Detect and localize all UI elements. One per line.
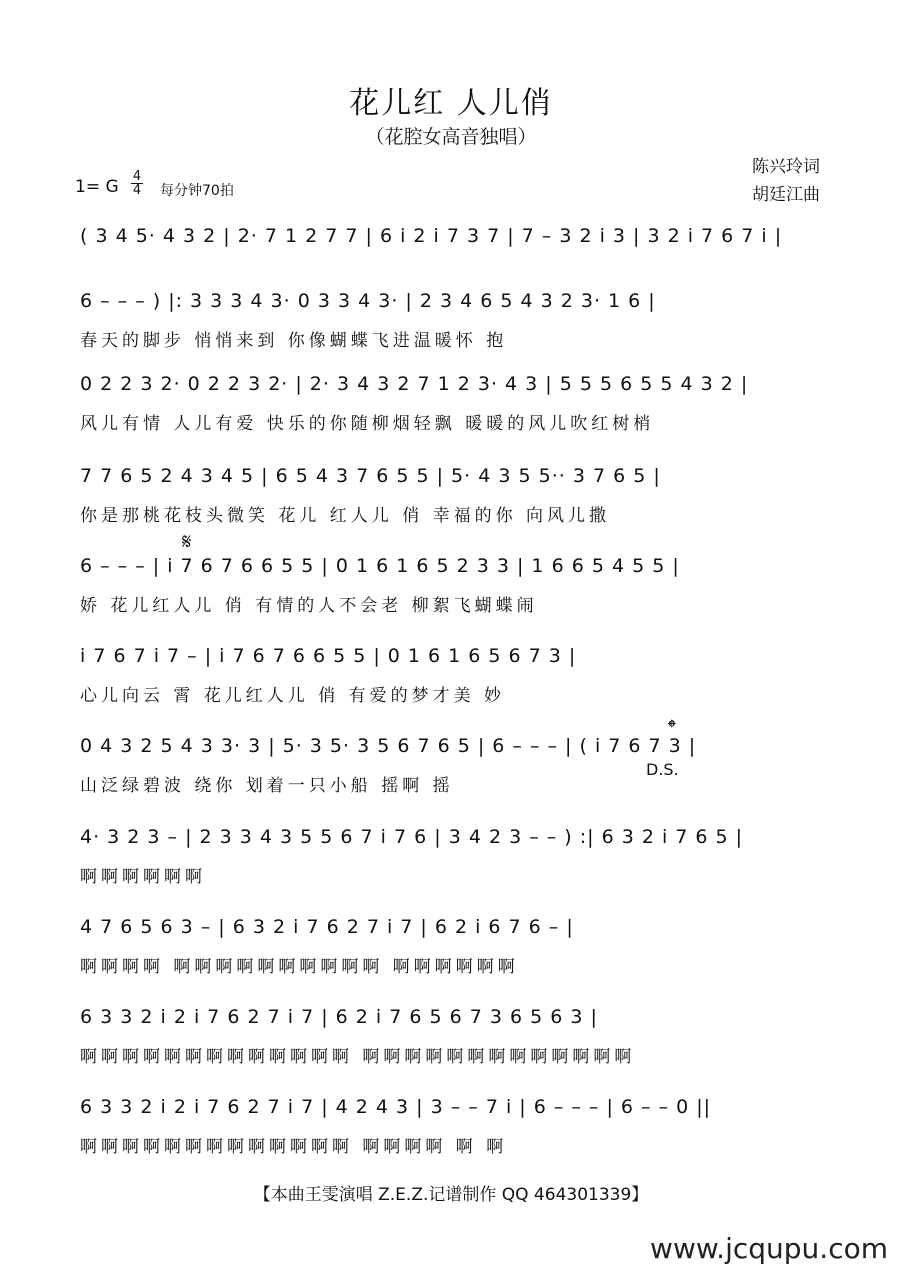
song-subtitle: （花腔女高音独唱） [365, 126, 537, 148]
notes-row: 0 2 2 3 2· 0 2 2 3 2· | 2· 3 4 3 2 7 1 2 3· 4 3 | 5 5 5 6 5 5 4 3 2 | [80, 373, 749, 395]
notes-row: 0 4 3 2 5 4 3 3· 3 | 5· 3 5· 3 5 6 7 6 5 | 6 – – – | ( i 7 6 7 3 | [80, 735, 697, 757]
footer-credit: 【本曲王雯演唱 Z.E.Z.记谱制作 QQ 464301339】 [253, 1185, 649, 1205]
score-row-9 [80, 916, 825, 996]
score-row-7 [80, 735, 825, 815]
lyrics-row: 心儿向云 霄 花儿红人儿 俏 有爱的梦才美 妙 [80, 686, 506, 706]
score-row-8 [80, 826, 825, 906]
meter-top: 4 [132, 169, 142, 184]
lyrics-row: 风儿有情 人儿有爱 快乐的你随柳烟轻飘 暖暖的风儿吹红树梢 [80, 414, 655, 434]
coda-sign: 𝄌 [668, 716, 676, 741]
score-row-10 [80, 1006, 825, 1086]
notes-row: 6 3 3 2 i 2 i 7 6 2 7 i 7 | 4 2 4 3 | 3 – – 7 i | 6 – – – | 6 – – 0 || [80, 1096, 712, 1118]
tempo-marking: 每分钟70拍 [160, 183, 234, 199]
notes-row: 7 7 6 5 2 4 3 4 5 | 6 5 4 3 7 6 5 5 | 5· 4 3 5 5·· 3 7 6 5 | [80, 465, 661, 487]
lyrics-row: 啊啊啊啊 啊啊啊啊啊啊啊啊啊啊 啊啊啊啊啊啊 [80, 957, 519, 977]
notes-row: 4 7 6 5 6 3 – | 6 3 2 i 7 6 2 7 i 7 | 6 2 i 6 7 6 – | [80, 916, 574, 938]
score-row-4 [80, 465, 825, 545]
composer-credit: 胡廷江曲 [752, 185, 820, 205]
song-title: 花儿红 人儿俏 [349, 86, 553, 121]
score-row-2 [80, 290, 825, 370]
notes-row: 6 – – – | i 7 6 7 6 6 5 5 | 0 1 6 1 6 5 2 3 3 | 1 6 6 5 4 5 5 | [80, 555, 680, 577]
notes-row: 4· 3 2 3 – | 2 3 3 4 3 5 5 6 7 i 7 6 | 3 4 2 3 – – ) :| 6 3 2 i 7 6 5 | [80, 826, 744, 848]
lyrics-row: 你是那桃花枝头微笑 花儿 红人儿 俏 幸福的你 向风儿撒 [80, 506, 611, 526]
notes-row: ( 3 4 5· 4 3 2 | 2· 7 1 2 7 7 | 6 i 2 i 7 3 7 | 7 – 3 2 i 3 | 3 2 i 7 6 7 i | [80, 225, 783, 247]
notes-row: i 7 6 7 i 7 – | i 7 6 7 6 6 5 5 | 0 1 6 1 6 5 6 7 3 | [80, 645, 577, 667]
score-row-6 [80, 645, 825, 725]
lyrics-row: 山泛绿碧波 绕你 划着一只小船 摇啊 摇 [80, 776, 454, 796]
time-signature [131, 170, 143, 197]
lyrics-row: 啊啊啊啊啊啊 [80, 867, 206, 887]
lyricist-credit: 陈兴玲词 [752, 157, 820, 177]
site-watermark: www.jcqupu.com [650, 1232, 888, 1265]
key-signature: 1= G [75, 177, 119, 197]
lyrics-row: 啊啊啊啊啊啊啊啊啊啊啊啊啊 啊啊啊啊啊啊啊啊啊啊啊啊啊 [80, 1047, 636, 1067]
score-row-11 [80, 1096, 825, 1176]
score-row-3 [80, 373, 825, 453]
lyrics-row: 春天的脚步 悄悄来到 你像蝴蝶飞进温暖怀 抱 [80, 331, 508, 351]
meter-bottom: 4 [132, 183, 142, 198]
lyrics-row: 啊啊啊啊啊啊啊啊啊啊啊啊啊 啊啊啊啊 啊 啊 [80, 1137, 508, 1157]
segno-sign: 𝄋 [182, 530, 192, 555]
score-row-5 [80, 555, 825, 635]
ds-marking: D.S. [646, 760, 679, 779]
lyrics-row: 娇 花儿红人儿 俏 有情的人不会老 柳絮飞蝴蝶闹 [80, 596, 538, 616]
notes-row: 6 3 3 2 i 2 i 7 6 2 7 i 7 | 6 2 i 7 6 5 6 7 3 6 5 6 3 | [80, 1006, 598, 1028]
notes-row: 6 – – – ) |: 3 3 3 4 3· 0 3 3 4 3· | 2 3 4 6 5 4 3 2 3· 1 6 | [80, 290, 656, 312]
